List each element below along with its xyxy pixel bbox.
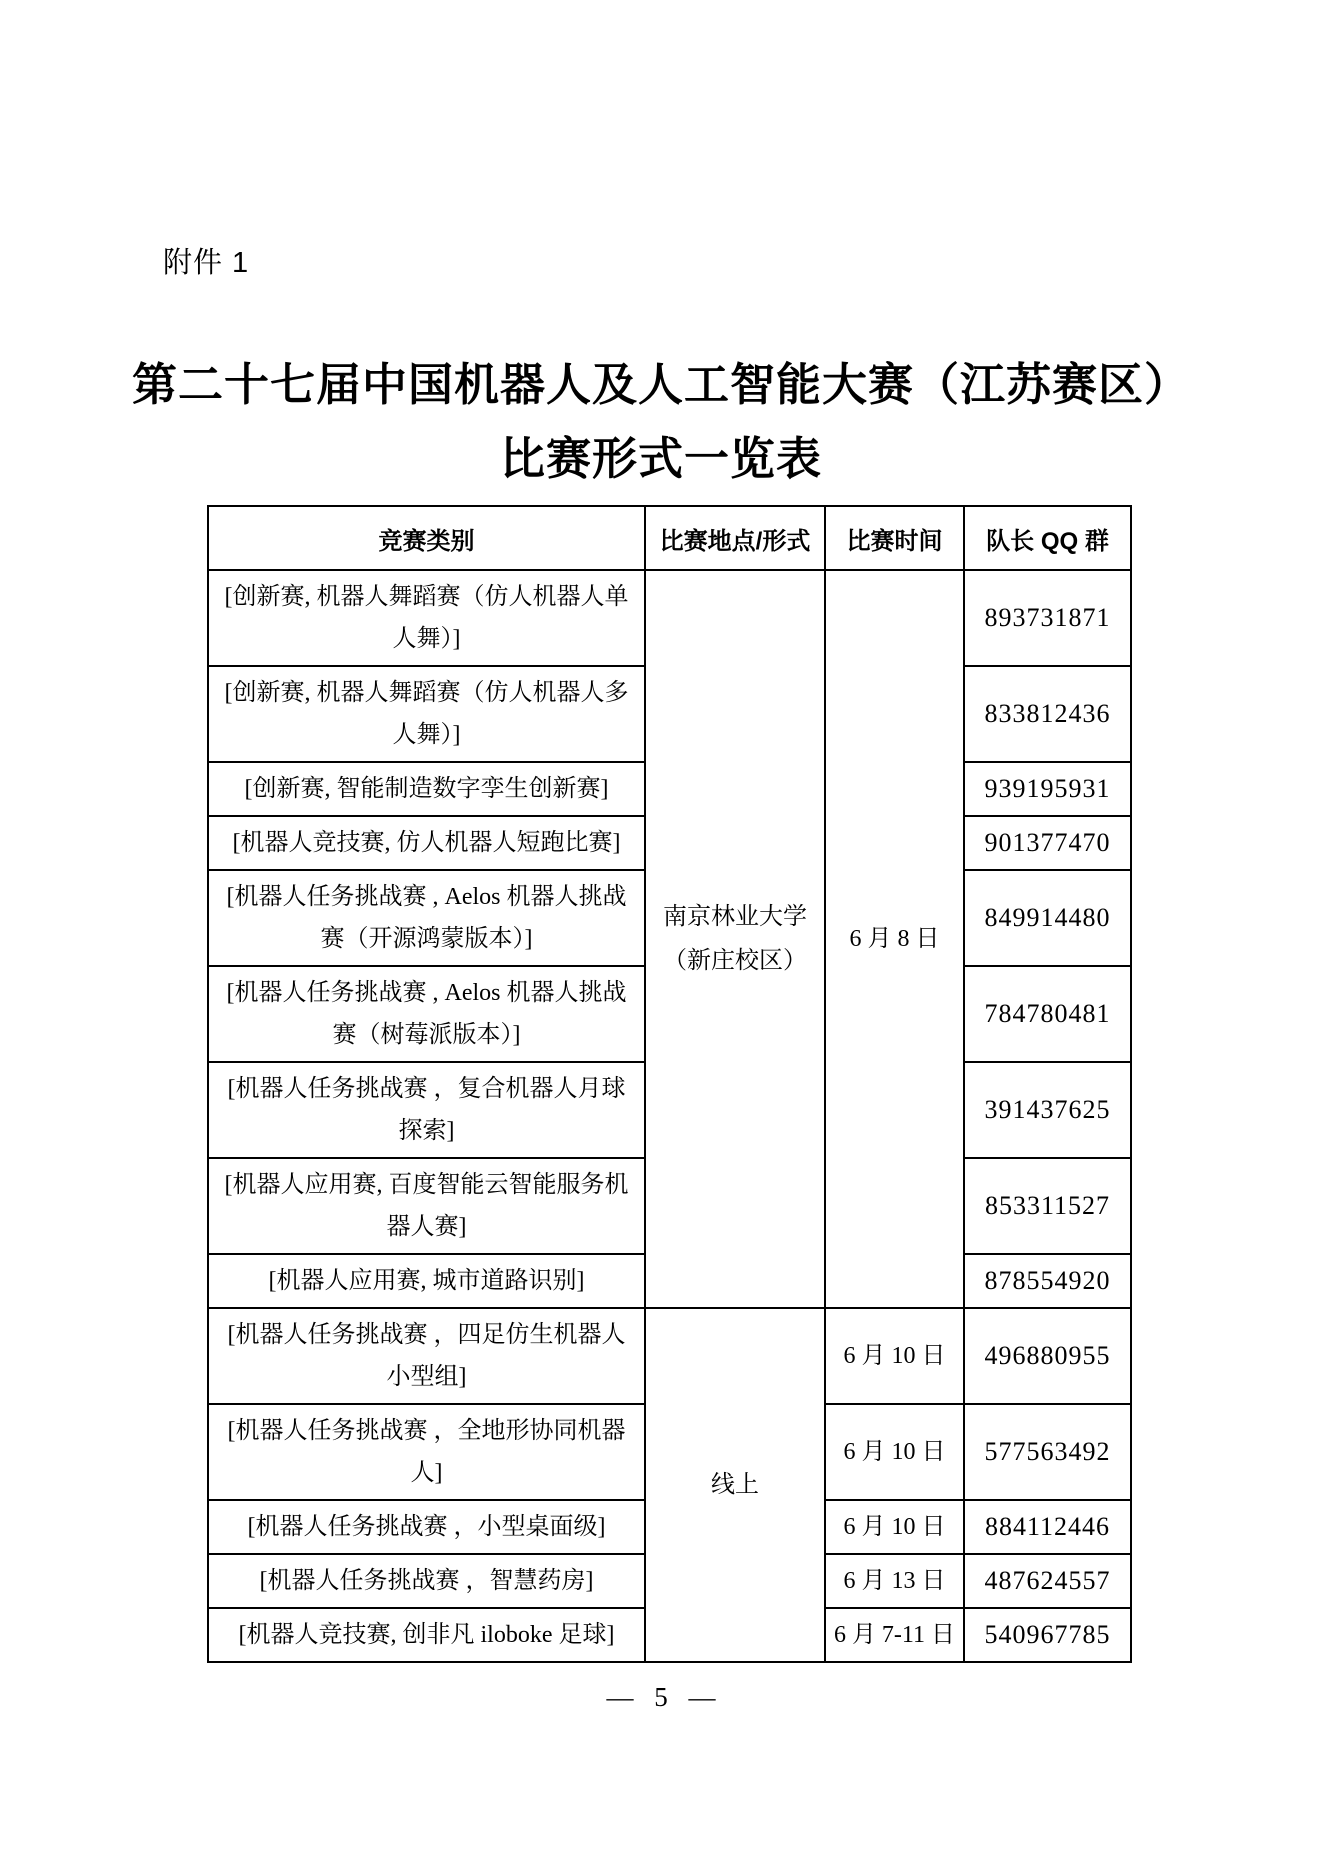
qq-group-cell: 849914480	[964, 870, 1131, 966]
table-row	[208, 1308, 1131, 1404]
qq-group-cell: 893731871	[964, 570, 1131, 666]
document-title-line2: 比赛形式一览表	[499, 434, 822, 484]
time-cell: 6 月 10 日	[825, 1500, 964, 1554]
category-cell: [机器人任务挑战赛 ，全地形协同机器人]	[208, 1404, 645, 1500]
location-cell: 南京林业大学 （新庄校区）	[645, 570, 825, 1308]
category-cell: [机器人竞技赛, 仿人机器人短跑比赛]	[208, 816, 645, 870]
table-header-qq-group: 队长 QQ 群	[964, 506, 1131, 570]
table-body	[208, 570, 1131, 1662]
category-cell: [机器人任务挑战赛 ，四足仿生机器人小型组]	[208, 1308, 645, 1404]
category-cell: [创新赛, 机器人舞蹈赛（仿人机器人单人舞）]	[208, 570, 645, 666]
category-cell: [机器人任务挑战赛 ，小型桌面级]	[208, 1500, 645, 1554]
time-cell: 6 月 10 日	[825, 1308, 964, 1404]
table-header-category: 竞赛类别	[208, 506, 645, 570]
qq-group-cell: 540967785	[964, 1608, 1131, 1662]
category-cell: [创新赛, 机器人舞蹈赛（仿人机器人多人舞）]	[208, 666, 645, 762]
category-cell: [机器人任务挑战赛 , Aelos 机器人挑战赛（开源鸿蒙版本）]	[208, 870, 645, 966]
qq-group-cell: 577563492	[964, 1404, 1131, 1500]
time-cell: 6 月 8 日	[825, 570, 964, 1308]
time-cell: 6 月 10 日	[825, 1404, 964, 1500]
time-cell: 6 月 13 日	[825, 1554, 964, 1608]
category-cell: [机器人应用赛, 百度智能云智能服务机器人赛]	[208, 1158, 645, 1254]
qq-group-cell: 878554920	[964, 1254, 1131, 1308]
competition-table	[207, 505, 1132, 1663]
document-title-line1: 第二十七届中国机器人及人工智能大赛（江苏赛区）	[131, 360, 1190, 410]
time-cell: 6 月 7-11 日	[825, 1608, 964, 1662]
table-row	[208, 570, 1131, 666]
qq-group-cell: 487624557	[964, 1554, 1131, 1608]
qq-group-cell: 784780481	[964, 966, 1131, 1062]
qq-group-cell: 833812436	[964, 666, 1131, 762]
category-cell: [机器人任务挑战赛 ，复合机器人月球探索]	[208, 1062, 645, 1158]
category-cell: [机器人任务挑战赛 , Aelos 机器人挑战赛（树莓派版本）]	[208, 966, 645, 1062]
document-title	[0, 348, 1322, 496]
category-cell: [机器人任务挑战赛 ，智慧药房]	[208, 1554, 645, 1608]
attachment-label: 附件 1	[163, 247, 250, 279]
qq-group-cell: 853311527	[964, 1158, 1131, 1254]
qq-group-cell: 391437625	[964, 1062, 1131, 1158]
qq-group-cell: 939195931	[964, 762, 1131, 816]
table-header-location: 比赛地点/形式	[645, 506, 825, 570]
table-header-time: 比赛时间	[825, 506, 964, 570]
category-cell: [机器人竞技赛, 创非凡 iloboke 足球]	[208, 1608, 645, 1662]
qq-group-cell: 496880955	[964, 1308, 1131, 1404]
page-number: — 5 —	[606, 1682, 716, 1712]
qq-group-cell: 884112446	[964, 1500, 1131, 1554]
location-cell: 线上	[645, 1308, 825, 1662]
category-cell: [创新赛, 智能制造数字孪生创新赛]	[208, 762, 645, 816]
table-header-row	[208, 506, 1131, 570]
qq-group-cell: 901377470	[964, 816, 1131, 870]
category-cell: [机器人应用赛, 城市道路识别]	[208, 1254, 645, 1308]
